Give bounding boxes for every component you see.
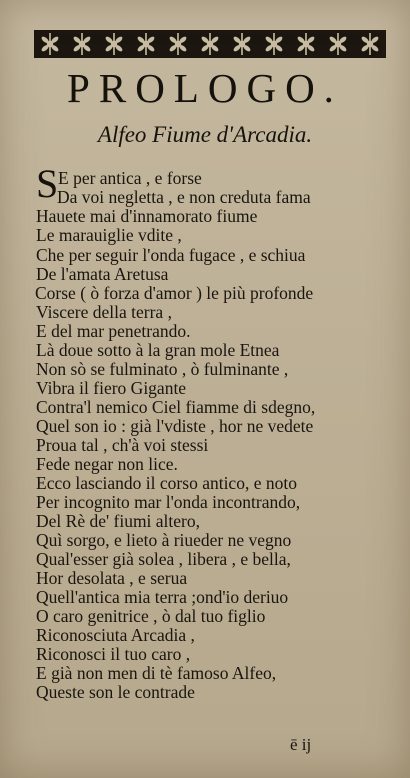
verse-line: Che per seguir l'onda fugace , e schiua: [36, 245, 306, 265]
verse-line: Là doue sotto à la gran mole Etnea: [36, 340, 280, 360]
signature-mark: ē ij: [290, 735, 312, 754]
verse-line: Quel son io : già l'vdiste , hor ne vedete: [36, 416, 314, 436]
verse-line: Del Rè de' fiumi altero,: [36, 511, 201, 531]
floral-ornament-band: [34, 30, 386, 58]
page-title: PROLOGO.: [67, 65, 343, 111]
verse-line: O caro genitrice , ò dal tuo figlio: [36, 606, 266, 626]
verse-line: Hauete mai d'innamorato fiume: [36, 206, 258, 226]
verse-line: Le marauiglie vdite ,: [36, 225, 182, 245]
verse-line: Contra'l nemico Ciel fiamme di sdegno,: [36, 397, 316, 417]
verse-line: Corse ( ò forza d'amor ) le più profonde: [35, 283, 314, 303]
verse-line: E già non men di tè famoso Alfeo,: [36, 663, 277, 683]
verse-line: Riconosci il tuo caro ,: [36, 644, 191, 664]
page-subtitle: Alfeo Fiume d'Arcadia.: [97, 122, 313, 147]
verse-line: Vibra il fiero Gigante: [36, 378, 187, 398]
verse-line: Ecco lasciando il corso antico, e noto: [36, 473, 297, 493]
verse-line: Viscere della terra ,: [36, 302, 172, 322]
verse-line: Quell'antica mia terra ;ond'io deriuo: [36, 587, 289, 607]
drop-cap: S: [36, 161, 59, 206]
verse-line: Non sò se fulminato , ò fulminante ,: [36, 359, 289, 379]
verse-line: Riconosciuta Arcadia ,: [36, 625, 195, 645]
verse-line: E del mar penetrando.: [36, 321, 191, 341]
verse-line: Fede negar non lice.: [36, 454, 178, 474]
verse-line: Da voi negletta , e non creduta fama: [57, 187, 311, 207]
verse-line: E per antica , e forse: [58, 168, 202, 188]
verse-line: Queste son le contrade: [36, 682, 195, 702]
verse-line: Quì sorgo, e lieto à riueder ne vegno: [36, 530, 292, 550]
verse-line: Hor desolata , e serua: [36, 568, 188, 588]
verse-line: Per incognito mar l'onda incontrando,: [36, 492, 301, 512]
verse-line: Proua tal , ch'à voi stessi: [36, 435, 209, 455]
verse-line: De l'amata Aretusa: [36, 264, 169, 284]
verse-line: Qual'esser già solea , libera , e bella,: [36, 549, 291, 569]
